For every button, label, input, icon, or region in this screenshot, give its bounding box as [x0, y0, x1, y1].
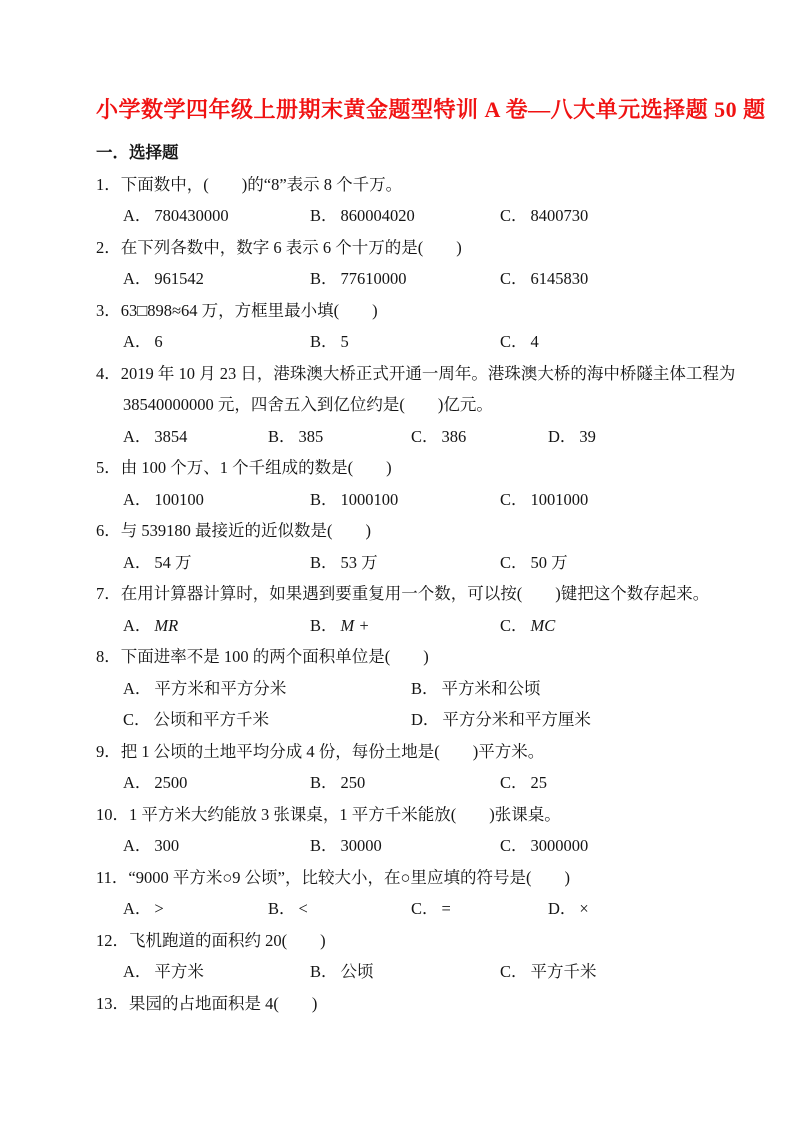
option-label: C．: [500, 332, 528, 352]
option-label: D．: [548, 899, 577, 919]
option-item: [500, 549, 568, 573]
question-number: 8．: [96, 647, 121, 667]
option-text: 385: [298, 426, 324, 446]
question-line: [0, 986, 793, 1018]
question-number: 7．: [96, 584, 121, 604]
option-label: A．: [123, 489, 152, 509]
option-label: A．: [123, 615, 152, 635]
option-item: [123, 769, 187, 793]
options-row: [0, 199, 793, 231]
option-label: B．: [310, 269, 338, 289]
option-label: B．: [310, 773, 338, 793]
option-label: A．: [123, 332, 152, 352]
option-label: A．: [123, 426, 152, 446]
option-text: 6145830: [530, 269, 589, 289]
option-label: A．: [123, 836, 152, 856]
question-number: 12．: [96, 930, 129, 950]
option-text: 860004020: [340, 206, 415, 226]
option-label: D．: [411, 710, 440, 730]
option-item: [123, 265, 204, 289]
options-row: [0, 955, 793, 987]
option-label: C．: [500, 489, 528, 509]
option-label: B．: [310, 206, 338, 226]
question-number: 1．: [96, 174, 121, 194]
option-label: B．: [268, 899, 296, 919]
question-text: 1 平方米大约能放 3 张课桌，1 平方千米能放( )张课桌。: [129, 804, 561, 824]
option-label: B．: [310, 836, 338, 856]
option-label: B．: [411, 678, 439, 698]
option-label: C．: [500, 773, 528, 793]
option-text: 平方千米: [530, 962, 597, 982]
options-row: [0, 482, 793, 514]
option-label: A．: [123, 678, 152, 698]
question-text: 由 100 个万、1 个千组成的数是( ): [120, 458, 392, 478]
question-text: 38540000000 元，四舍五入到亿位约是( )亿元。: [123, 395, 493, 415]
option-label: C．: [123, 710, 151, 730]
option-item: [123, 675, 286, 699]
option-item: [268, 423, 323, 447]
option-item: [500, 958, 597, 982]
option-text: 平方米和平方分米: [154, 678, 287, 698]
option-item: [500, 612, 555, 636]
options-row: [0, 892, 793, 924]
options-row: [0, 703, 793, 735]
question-number: 4．: [96, 363, 121, 383]
question-number: 9．: [96, 741, 121, 761]
question-text: 与 539180 最接近的近似数是( ): [120, 521, 371, 541]
question-number: 2．: [96, 237, 121, 257]
question-line: [0, 388, 793, 420]
options-row: [0, 829, 793, 861]
option-item: [123, 549, 192, 573]
option-text: 100100: [154, 489, 204, 509]
option-item: [310, 612, 370, 636]
option-text: 公顷: [340, 962, 374, 982]
option-label: A．: [123, 899, 152, 919]
option-label: B．: [310, 962, 338, 982]
question-number: 6．: [96, 521, 121, 541]
option-text: 4: [530, 332, 539, 352]
option-text: =: [441, 899, 451, 919]
option-item: [310, 549, 378, 573]
option-item: [123, 423, 187, 447]
option-text: 平方米和公顷: [441, 678, 541, 698]
option-item: [123, 895, 164, 919]
option-item: [500, 769, 547, 793]
question-text: “9000 平方米○9 公顷”，比较大小，在○里应填的符号是( ): [128, 867, 570, 887]
question-line: [0, 923, 793, 955]
question-number: 13．: [96, 993, 129, 1013]
option-text: 54 万: [154, 552, 192, 572]
option-text: <: [298, 899, 308, 919]
option-item: [310, 769, 365, 793]
option-text: 250: [340, 773, 366, 793]
option-item: [268, 895, 308, 919]
question-text: 63□898≈64 万，方框里最小填( ): [120, 300, 378, 320]
option-label: A．: [123, 206, 152, 226]
options-row: [0, 671, 793, 703]
question-text: 下面进率不是 100 的两个面积单位是( ): [120, 647, 429, 667]
option-item: [310, 202, 415, 226]
option-item: [123, 328, 163, 352]
option-label: B．: [268, 426, 296, 446]
option-label: A．: [123, 552, 152, 572]
option-item: [411, 675, 541, 699]
option-label: C．: [500, 206, 528, 226]
question-number: 5．: [96, 458, 121, 478]
question-list: [0, 167, 793, 1018]
option-text: 780430000: [154, 206, 229, 226]
option-label: C．: [500, 836, 528, 856]
option-text: 3854: [154, 426, 188, 446]
option-label: C．: [500, 269, 528, 289]
question-line: [0, 514, 793, 546]
option-text: 平方米: [154, 962, 204, 982]
question-text: 果园的占地面积是 4( ): [129, 993, 318, 1013]
option-label: B．: [310, 552, 338, 572]
option-label: C．: [500, 552, 528, 572]
option-item: [123, 486, 204, 510]
question-line: [0, 860, 793, 892]
option-text: 300: [154, 836, 180, 856]
option-text: ×: [579, 899, 589, 919]
option-text: 8400730: [530, 206, 589, 226]
option-text: 39: [579, 426, 596, 446]
option-text: 386: [441, 426, 467, 446]
option-item: [123, 202, 229, 226]
option-label: B．: [310, 332, 338, 352]
option-text: 2500: [154, 773, 188, 793]
option-label: C．: [411, 899, 439, 919]
options-row: [0, 325, 793, 357]
question-text: 把 1 公顷的土地平均分成 4 份，每份土地是( )平方米。: [120, 741, 545, 761]
option-label: B．: [310, 615, 338, 635]
question-number: 3．: [96, 300, 121, 320]
options-row: [0, 545, 793, 577]
option-label: C．: [500, 962, 528, 982]
option-text: 3000000: [530, 836, 589, 856]
option-text: 公顷和平方千米: [153, 710, 270, 730]
option-item: [310, 832, 382, 856]
option-text: MR: [154, 615, 179, 635]
question-line: [0, 640, 793, 672]
options-row: [0, 262, 793, 294]
option-item: [548, 423, 596, 447]
question-line: [0, 230, 793, 262]
question-line: [0, 356, 793, 388]
option-item: [500, 265, 588, 289]
option-item: [123, 612, 178, 636]
question-text: 2019 年 10 月 23 日，港珠澳大桥正式开通一周年。港珠澳大桥的海中桥隧主体工程为: [120, 363, 736, 383]
question-number: 10．: [96, 804, 129, 824]
option-text: 1001000: [530, 489, 589, 509]
option-item: [123, 832, 179, 856]
option-text: 5: [340, 332, 349, 352]
option-item: [500, 832, 588, 856]
option-label: C．: [500, 615, 528, 635]
options-row: [0, 766, 793, 798]
question-line: [0, 167, 793, 199]
option-label: A．: [123, 962, 152, 982]
options-row: [0, 419, 793, 451]
question-line: [0, 734, 793, 766]
question-text: 飞机跑道的面积约 20( ): [129, 930, 326, 950]
section-heading: 一．选择题: [96, 143, 179, 162]
option-item: [500, 202, 588, 226]
option-item: [411, 706, 591, 730]
option-label: A．: [123, 773, 152, 793]
question-line: [0, 293, 793, 325]
option-item: [548, 895, 589, 919]
option-text: 77610000: [340, 269, 407, 289]
option-item: [310, 958, 374, 982]
question-line: [0, 451, 793, 483]
question-text: 下面数中，( )的“8”表示 8 个千万。: [120, 174, 403, 194]
option-text: M +: [340, 615, 370, 635]
option-text: 30000: [340, 836, 382, 856]
option-item: [310, 265, 407, 289]
question-line: [0, 577, 793, 609]
option-text: 1000100: [340, 489, 399, 509]
option-text: 50 万: [530, 552, 568, 572]
question-text: 在下列各数中，数字 6 表示 6 个十万的是( ): [120, 237, 462, 257]
option-text: 25: [530, 773, 548, 793]
option-text: 平方分米和平方厘米: [442, 710, 591, 730]
question-number: 11．: [96, 867, 129, 887]
option-item: [411, 423, 466, 447]
option-text: >: [154, 899, 164, 919]
option-text: 53 万: [340, 552, 378, 572]
option-item: [123, 706, 269, 730]
option-text: MC: [530, 615, 556, 635]
question-text: 在用计算器计算时，如果遇到要重复用一个数，可以按( )键把这个数存起来。: [120, 584, 710, 604]
question-line: [0, 797, 793, 829]
option-item: [500, 486, 588, 510]
option-item: [310, 328, 349, 352]
document-title: 小学数学四年级上册期末黄金题型特训 A 卷—八大单元选择题 50 题: [96, 97, 766, 122]
option-label: B．: [310, 489, 338, 509]
option-label: A．: [123, 269, 152, 289]
option-text: 961542: [154, 269, 204, 289]
option-label: C．: [411, 426, 439, 446]
options-row: [0, 608, 793, 640]
option-item: [411, 895, 451, 919]
option-item: [310, 486, 398, 510]
option-item: [123, 958, 204, 982]
option-item: [500, 328, 539, 352]
option-text: 6: [154, 332, 163, 352]
option-label: D．: [548, 426, 577, 446]
